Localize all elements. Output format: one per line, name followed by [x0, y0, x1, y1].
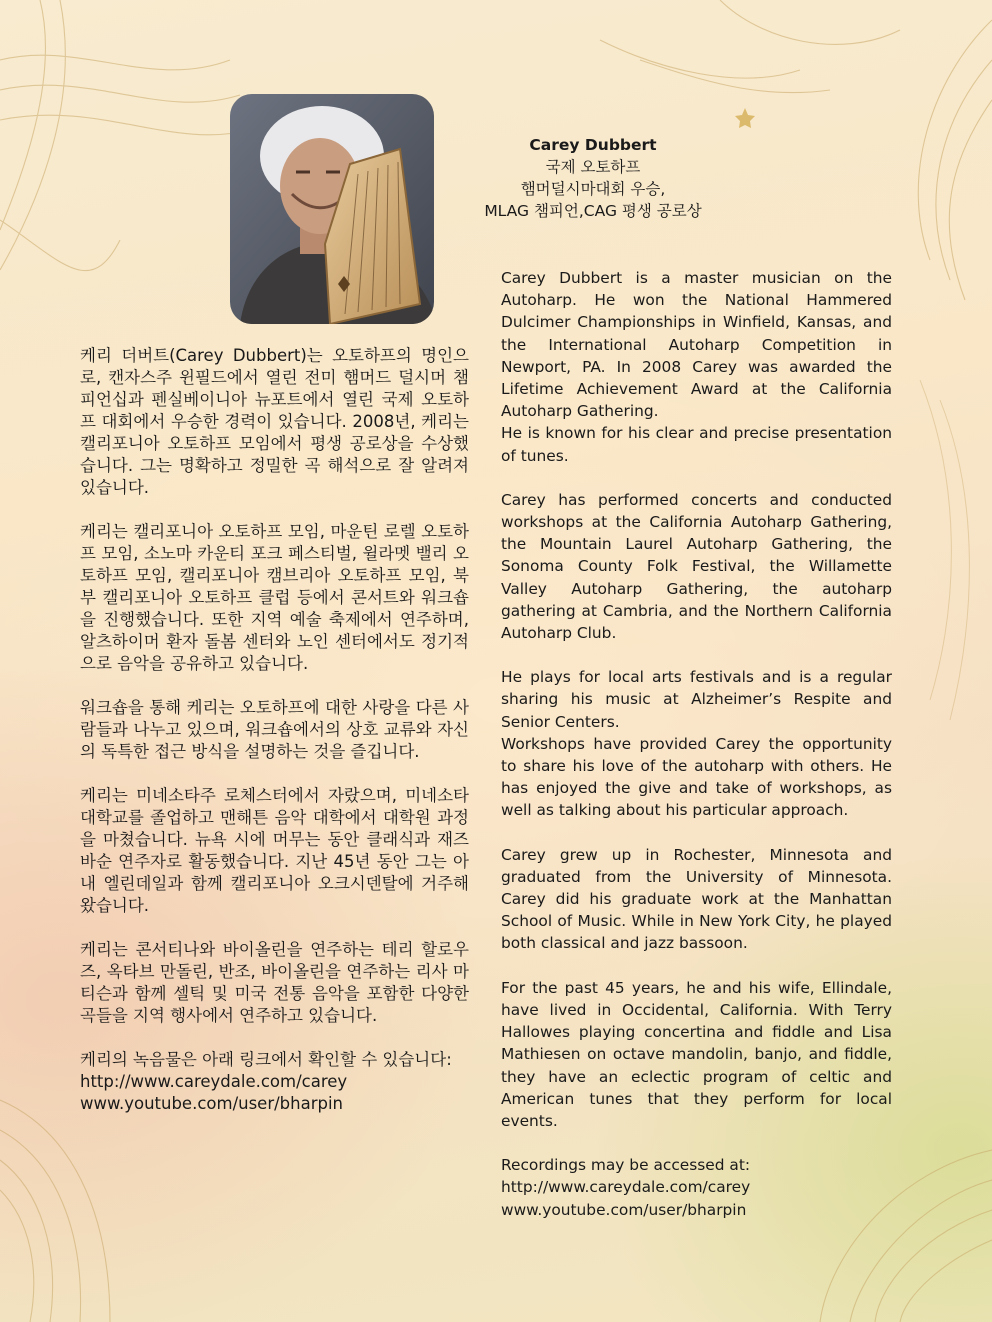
artist-name: Carey Dubbert — [529, 136, 657, 154]
english-paragraph-3: He plays for local arts festivals and is a regular sharing his music at Alzheimer’s Respite and Senior Centers. — [501, 668, 892, 731]
title-line-3: MLAG 챔피언,CAG 평생 공로상 — [484, 202, 702, 220]
english-paragraph-4: Carey grew up in Rochester, Minnesota and graduated from the University of Minnesota. Carey did his graduate work at the Manhattan School of Music. While in New York City, he played both classical and jazz bassoon. — [501, 845, 892, 953]
korean-recordings-label: 케리의 녹음물은 아래 링크에서 확인할 수 있습니다: — [80, 1050, 452, 1069]
english-paragraph-5: For the past 45 years, he and his wife, Ellindale, have lived in Occidental, California. With Terry Hallowes playing concertina and fiddle and Lisa Mathiesen on octave mandolin, banjo, and fiddle, they have an eclectic program of celtic and American tunes that they perform for local events. — [501, 978, 892, 1130]
english-paragraph-1b: He is known for his clear and precise presentation of tunes. — [501, 424, 892, 465]
english-link-careydale[interactable]: http://www.careydale.com/carey — [501, 1178, 751, 1197]
title-line-2: 햄머덜시마대회 우승, — [520, 180, 666, 198]
english-recordings — [501, 1154, 892, 1221]
english-link-youtube[interactable]: www.youtube.com/user/bharpin — [501, 1200, 747, 1219]
korean-paragraph-5: 케리는 콘서티나와 바이올린을 연주하는 테리 할로우즈, 옥타브 만돌린, 반조, 바이올린을 연주하는 리사 마티슨과 함께 셀틱 및 미국 전통 음악을 포함한 다양한 곡들을 지역 행사에서 연주하고 있습니다. — [80, 940, 469, 1025]
korean-paragraph-3: 워크숍을 통해 케리는 오토하프에 대한 사랑을 다른 사람들과 나누고 있으며, 워크숍에서의 상호 교류와 자신의 독특한 접근 방식을 설명하는 것을 즐깁니다. — [80, 698, 469, 761]
english-paragraph-2: Carey has performed concerts and conducted workshops at the California Autoharp Gathering, the Mountain Laurel Autoharp Gathering, the Sonoma County Folk Festival, the Willamette Valley Autoharp Gathering, the autoharp gathering at Cambria, and the Northern California Autoharp Club. — [501, 490, 892, 643]
korean-recordings — [80, 1049, 469, 1115]
english-paragraph-3b: Workshops have provided Carey the opportunity to share his love of the autoharp with others. He has enjoyed the give and take of workshops, as well as talking about his particular approach. — [501, 734, 892, 820]
portrait-photo-icon — [230, 94, 434, 324]
english-recordings-label: Recordings may be accessed at: — [501, 1156, 751, 1175]
header — [440, 134, 746, 222]
korean-paragraph-4: 케리는 미네소타주 로체스터에서 자랐으며, 미네소타 대학교를 졸업하고 맨해튼 음악 대학에서 대학원 과정을 마쳤습니다. 뉴욕 시에 머무는 동안 클래식과 재즈 바순 연주자로 활동했습니다. 지난 45년 동안 그는 아내 엘린데일과 함께 캘리포니아 오크시덴탈에 거주해 왔습니다. — [80, 786, 469, 915]
portrait-photo — [230, 94, 434, 324]
korean-link-youtube[interactable]: www.youtube.com/user/bharpin — [80, 1094, 344, 1113]
english-paragraph-1: Carey Dubbert is a master musician on the Autoharp. He won the National Hammered Dulcimer Championships in Winfield, Kansas, and the International Autoharp Competition in Newport, PA. In 2008 Carey was awarded the Lifetime Achievement Award at the California Autoharp Gathering. — [501, 269, 892, 421]
title-line-1: 국제 오토하프 — [545, 158, 641, 176]
korean-bio — [80, 345, 469, 1115]
korean-paragraph-2: 케리는 캘리포니아 오토하프 모임, 마운틴 로렐 오토하프 모임, 소노마 카운티 포크 페스티벌, 윌라멧 밸리 오토하프 모임, 캘리포니아 캠브리아 오토하프 모임, 북부 캘리포니아 오토하프 클럽 등에서 콘서트와 워크숍을 진행했습니다. 또한 지역 예술 축제에서 연주하며, 알츠하이머 환자 돌봄 센터와 노인 센터에서도 정기적으로 음악을 공유하고 있습니다. — [80, 522, 469, 673]
korean-link-careydale[interactable]: http://www.careydale.com/carey — [80, 1072, 348, 1091]
korean-paragraph-1: 케리 더버트(Carey Dubbert)는 오토하프의 명인으로, 캔자스주 윈필드에서 열린 전미 햄머드 덜시머 챔피언십과 펜실베이니아 뉴포트에서 열린 국제 오토하프 대회에서 우승한 경력이 있습니다. 2008년, 케리는 캘리포니아 오토하프 모임에서 평생 공로상을 수상했습니다. 그는 명확하고 정밀한 곡 해석으로 잘 알려져 있습니다. — [80, 346, 469, 497]
english-bio — [501, 267, 892, 1221]
